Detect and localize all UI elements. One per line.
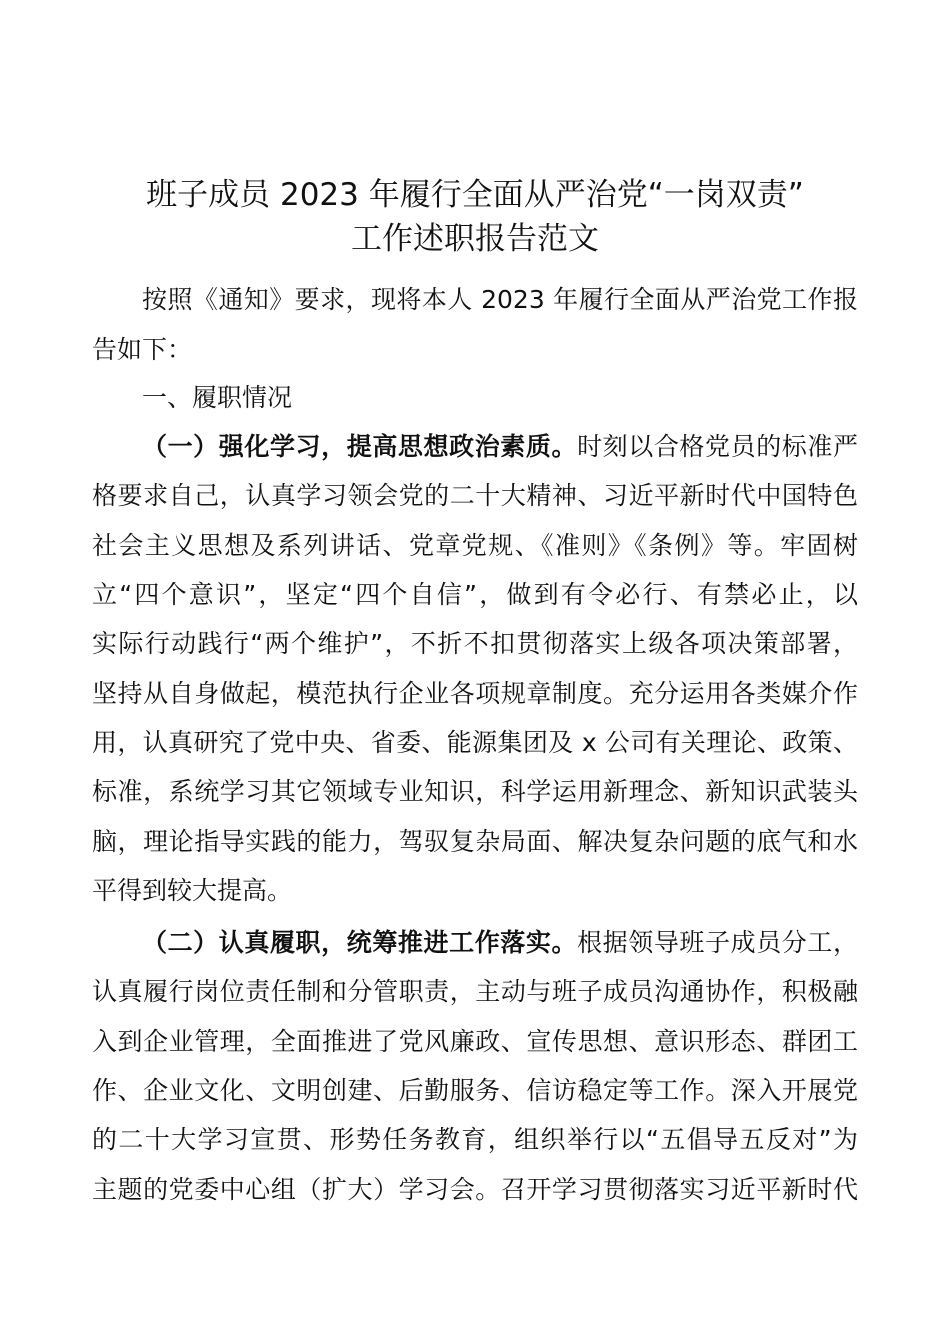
- item-2-line: 主题的党委中心组（扩大）学习会。召开学习贯彻落实习近平新时代: [92, 1175, 858, 1204]
- item-2-line: 认真履行岗位责任制和分管职责，主动与班子成员沟通协作，积极融: [92, 977, 858, 1006]
- item-2-first-line: [142, 925, 858, 961]
- item-1-line: 平得到较大提高。: [92, 876, 293, 905]
- item-1-first-line: [142, 429, 858, 465]
- item-2-first-line-rest: 根据领导班子成员分工，: [577, 928, 858, 957]
- item-1-line: 社会主义思想及系列讲话、党章党规、《准则》《条例》等。牢固树: [92, 531, 858, 560]
- item-2-bold-lead: （二）认真履职，统筹推进工作落实。: [142, 928, 578, 957]
- item-1-bold-lead: （一）强化学习，提高思想政治素质。: [142, 432, 578, 461]
- document-title-line-1: 班子成员 2023 年履行全面从严治党“一岗双责”: [146, 177, 804, 213]
- item-2-line: 入到企业管理，全面推进了党风廉政、宣传思想、意识形态、群团工: [92, 1027, 858, 1056]
- item-1-line: 用，认真研究了党中央、省委、能源集团及 x 公司有关理论、政策、: [92, 728, 858, 757]
- item-1-line: 实际行动践行“两个维护”，不折不扣贯彻落实上级各项决策部署，: [92, 629, 858, 658]
- item-1-first-line-rest: 时刻以合格党员的标准严: [577, 432, 858, 461]
- section-heading: 一、履职情况: [142, 383, 293, 412]
- item-1-line: 坚持从自身做起，模范执行企业各项规章制度。充分运用各类媒介作: [92, 679, 858, 708]
- item-2-line: 的二十大学习宣贯、形势任务教育，组织举行以“五倡导五反对”为: [92, 1125, 858, 1154]
- item-2-line: 作、企业文化、文明创建、后勤服务、信访稳定等工作。深入开展党: [92, 1076, 858, 1105]
- intro-line-1: 按照《通知》要求，现将本人 2023 年履行全面从严治党工作报: [142, 285, 858, 314]
- item-1-line: 立“四个意识”，坚定“四个自信”，做到有令必行、有禁必止，以: [92, 580, 858, 609]
- item-1-line: 脑，理论指导实践的能力，驾驭复杂局面、解决复杂问题的底气和水: [92, 827, 858, 856]
- item-1-line: 标准，系统学习其它领域专业知识，科学运用新理念、新知识武装头: [92, 777, 858, 806]
- document-title-line-2: 工作述职报告范文: [351, 221, 599, 257]
- intro-line-2: 告如下：: [92, 335, 193, 364]
- item-1-line: 格要求自己，认真学习领会党的二十大精神、习近平新时代中国特色: [92, 481, 858, 510]
